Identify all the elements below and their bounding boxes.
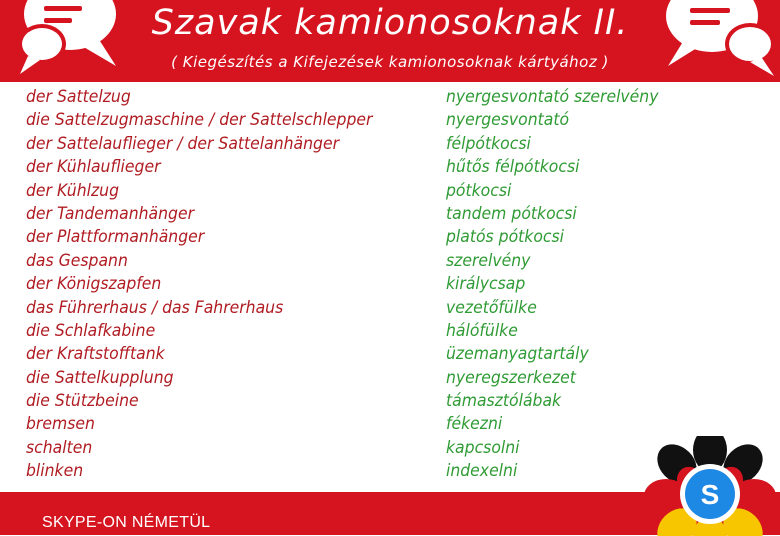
hungarian-term: pótkocsi [446, 180, 512, 201]
german-term: der Plattformanhänger [26, 227, 205, 248]
german-term: blinken [26, 461, 84, 482]
hungarian-term: kapcsolni [446, 437, 520, 458]
hungarian-term: platós pótkocsi [446, 227, 565, 248]
hungarian-term: támasztólábak [446, 391, 562, 412]
hungarian-term: üzemanyagtartály [446, 344, 589, 365]
hungarian-term: nyergesvontató [446, 110, 570, 131]
german-term: der Sattelauflieger / der Sattelanhänger [26, 133, 340, 154]
hungarian-term: vezetőfülke [446, 297, 537, 318]
german-word-list [26, 86, 426, 484]
hungarian-term: királycsap [446, 274, 526, 295]
page-subtitle: ( Kiegészítés a Kifejezések kamionosoknak kártyához ) [171, 53, 609, 71]
logo-letter: S [700, 479, 720, 510]
hungarian-term: nyergesvontató szerelvény [446, 87, 659, 107]
speech-bubbles-icon [660, 0, 780, 82]
footer-brand-text: SKYPE-ON NÉMETÜL [42, 514, 211, 531]
hungarian-word-list [446, 86, 746, 484]
german-term: die Stützbeine [26, 391, 139, 412]
skype-logo-icon [640, 436, 780, 536]
header-banner [0, 0, 780, 82]
german-term: die Sattelkupplung [26, 367, 174, 388]
hungarian-term: tandem pótkocsi [446, 203, 577, 224]
german-term: der Kühlzug [26, 180, 120, 201]
german-term: der Kraftstofftank [26, 344, 165, 365]
german-term: die Sattelzugmaschine / der Sattelschlepper [26, 110, 373, 131]
german-term: das Gespann [26, 250, 128, 271]
hungarian-term: nyeregszerkezet [446, 367, 576, 388]
german-term: bremsen [26, 414, 95, 435]
german-term: das Führerhaus / das Fahrerhaus [26, 297, 284, 318]
hungarian-term: indexelni [446, 461, 518, 482]
german-term: der Königszapfen [26, 274, 162, 295]
german-term: der Tandemanhänger [26, 203, 195, 224]
hungarian-term: fékezni [446, 414, 503, 435]
german-term: die Schlafkabine [26, 320, 156, 341]
german-term: der Sattelzug [26, 87, 131, 107]
page-title: Szavak kamionosoknak II. [151, 3, 629, 43]
hungarian-term: hálófülke [446, 320, 518, 341]
hungarian-term: hűtős félpótkocsi [446, 157, 580, 178]
hungarian-term: szerelvény [446, 250, 531, 271]
german-term: der Kühlauflieger [26, 157, 161, 178]
german-term: schalten [26, 437, 93, 458]
hungarian-term: félpótkocsi [446, 133, 531, 154]
